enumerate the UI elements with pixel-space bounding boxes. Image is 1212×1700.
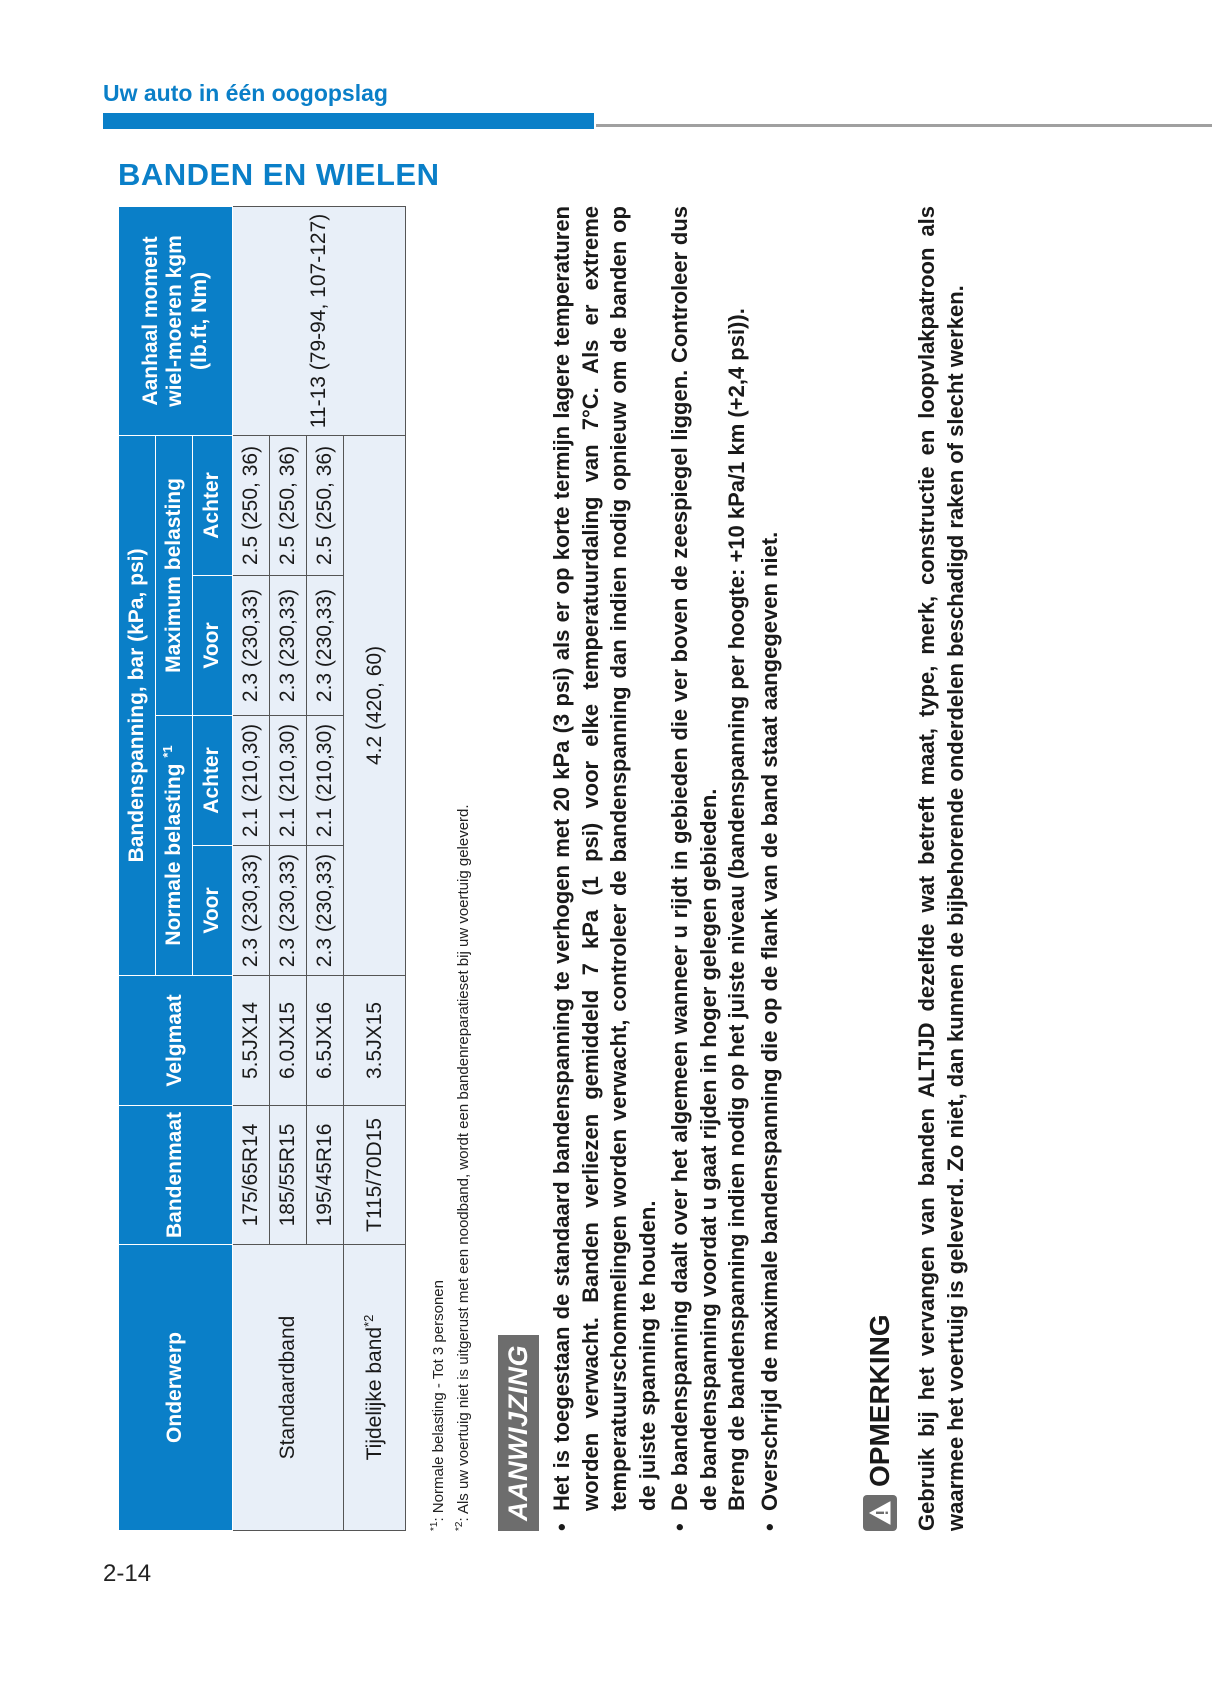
header-bandenspanning: Bandenspanning, bar (kPa, psi) bbox=[119, 435, 156, 975]
rotated-content bbox=[118, 206, 1018, 1531]
aanwijzing-badge: AANWIJZING bbox=[498, 1335, 539, 1531]
tire-pressure-table bbox=[118, 206, 406, 1531]
table-cell-maximum-voor: 2.3 (230,33) bbox=[233, 575, 270, 715]
table-cell-velg: 6.5JX16 bbox=[307, 975, 344, 1105]
chapter-title: Uw auto in één oogopslag bbox=[103, 80, 388, 106]
torque-value: 11-13 (79-94, 107-127) bbox=[233, 207, 406, 436]
header-velgmaat: Velgmaat bbox=[119, 975, 233, 1105]
table-cell-band: 185/55R15 bbox=[270, 1105, 307, 1244]
header-aanhaalmoment: Aanhaal moment wiel-moeren kgm (lb.ft, Nm) bbox=[119, 207, 233, 436]
header-maximum-achter: Achter bbox=[193, 435, 233, 575]
aanwijzing-bullet-3: • Overschrijd de maximale bandenspanning die op de flank van de band staat aangegeven niet. bbox=[756, 206, 785, 1531]
header-accent-bar bbox=[103, 113, 594, 129]
warning-icon bbox=[863, 1495, 897, 1531]
table-cell-maximum-achter: 2.5 (250, 36) bbox=[233, 435, 270, 575]
standaardband-label: Standaardband bbox=[233, 1245, 344, 1531]
table-cell-normale-achter: 2.1 (210,30) bbox=[307, 715, 344, 845]
table-cell-normale-achter: 2.1 (210,30) bbox=[233, 715, 270, 845]
header-bandenmaat: Bandenmaat bbox=[119, 1105, 233, 1244]
header-divider bbox=[596, 124, 1212, 127]
footnote-1: $^{*1}$: Normale belasting - Tot 3 personen bbox=[429, 1280, 447, 1531]
header-maximum-voor: Voor bbox=[193, 575, 233, 715]
aanwijzing-bullet-2: • De bandenspanning daalt over het algemeen wanneer u rijdt in gebieden die ver boven de zeespiegel liggen. Controleer dus de bandenspanning voordat u gaat rijden in hoger gelegen gebieden. Breng de bandenspanning indien nodig op het juiste niveau (bandenspanning per hoogte: +10 kPa/1 km (+2,4 psi)). bbox=[666, 206, 752, 1531]
header-maximum-belasting: Maximum belasting bbox=[156, 435, 193, 715]
table-cell-maximum-achter: 2.5 (250, 36) bbox=[270, 435, 307, 575]
header-normale-belasting: Normale belasting $^{*1}$ bbox=[156, 715, 193, 975]
table-cell-maximum-voor: 2.3 (230,33) bbox=[307, 575, 344, 715]
tijdelijke-band-label: Tijdelijke band$^{*2}$ bbox=[344, 1245, 406, 1531]
section-title: BANDEN EN WIELEN bbox=[118, 157, 440, 192]
table-cell-normale-voor: 2.3 (230,33) bbox=[307, 845, 344, 975]
header-normale-voor: Voor bbox=[193, 845, 233, 975]
aanwijzing-body bbox=[548, 206, 784, 1531]
table-cell-maximum-voor: 2.3 (230,33) bbox=[270, 575, 307, 715]
header-normale-achter: Achter bbox=[193, 715, 233, 845]
aanwijzing-bullet-1: • Het is toegestaan de standaard bandenspanning te verhogen met 20 kPa (3 psi) als er op korte termijn lagere temperaturen worden verwacht. Banden verliezen gemiddeld 7 kPa (1 psi) voor elke temperatuurdaling van 7°C. Als er extreme temperatuurschommelingen worden verwacht, controleer de bandenspanning dan indien nodig opnieuw om de banden op de juiste spanning te houden. bbox=[548, 206, 662, 1531]
header-onderwerp: Onderwerp bbox=[119, 1245, 233, 1531]
table-cell-velg: 6.0JX15 bbox=[270, 975, 307, 1105]
table-cell-temp-band: T115/70D15 bbox=[344, 1105, 406, 1244]
table-cell-temp-velg: 3.5JX15 bbox=[344, 975, 406, 1105]
table-cell-band: 195/45R16 bbox=[307, 1105, 344, 1244]
opmerking-label: OPMERKING bbox=[864, 1314, 895, 1487]
table-cell-normale-voor: 2.3 (230,33) bbox=[233, 845, 270, 975]
table-cell-maximum-achter: 2.5 (250, 36) bbox=[307, 435, 344, 575]
opmerking-heading bbox=[863, 1314, 897, 1531]
table-cell-band: 175/65R14 bbox=[233, 1105, 270, 1244]
opmerking-body: Gebruik bij het vervangen van banden ALTIJD dezelfde wat betreft maat, type, merk, constructie en loopvlakpatroon als waarmee het voertuig is geleverd. Zo niet, dan kunnen de bijbehorende onderdelen beschadigd raken of slecht werken. bbox=[914, 206, 968, 1531]
table-cell-normale-voor: 2.3 (230,33) bbox=[270, 845, 307, 975]
table-cell-temp-spanning: 4.2 (420, 60) bbox=[344, 435, 406, 975]
page-number: 2-14 bbox=[103, 1560, 152, 1587]
table-cell-velg: 5.5JX14 bbox=[233, 975, 270, 1105]
table-cell-normale-achter: 2.1 (210,30) bbox=[270, 715, 307, 845]
footnote-2: $^{*2}$: Als uw voertuig niet is uitgerust met een noodband, wordt een bandenreparatieset bij uw voertuig geleverd. bbox=[454, 804, 472, 1531]
